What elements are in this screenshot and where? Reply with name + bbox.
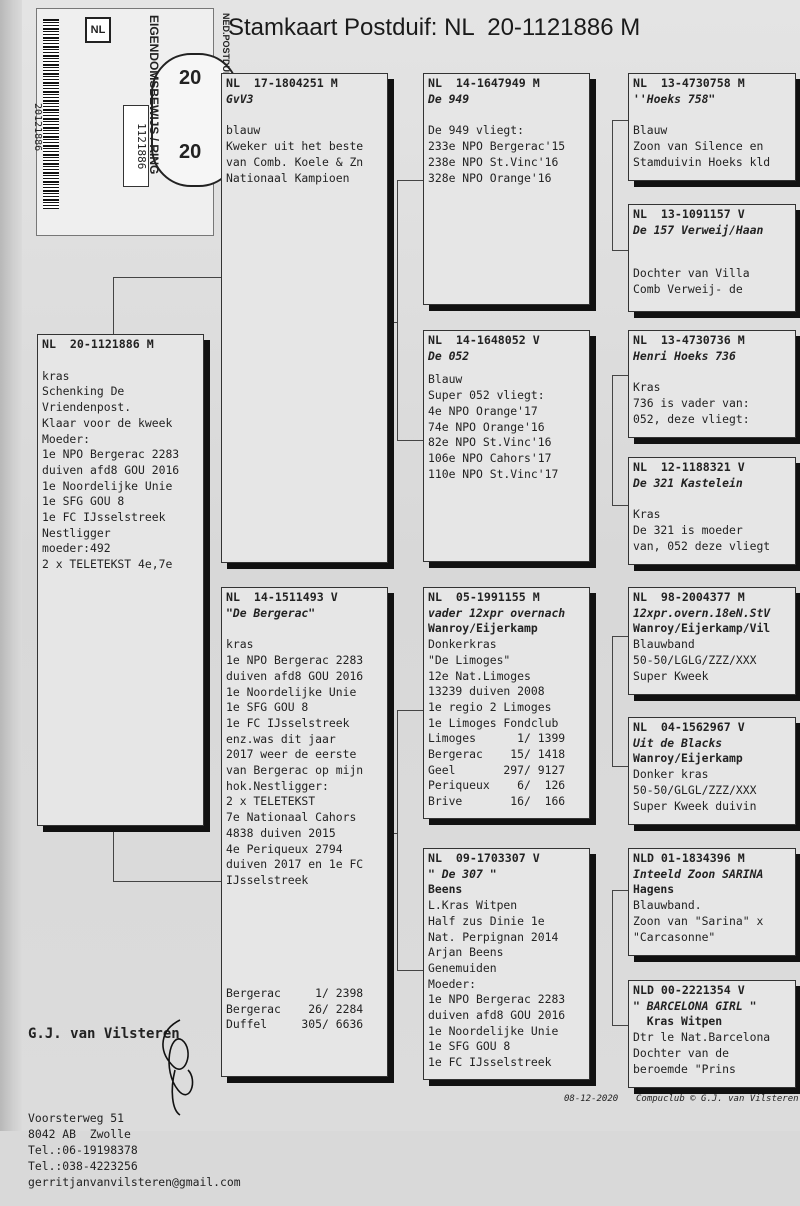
connector (612, 505, 628, 506)
pedigree-text-line (633, 250, 795, 266)
pedigree-text-line: IJsselstreek (226, 872, 309, 887)
connector (397, 970, 423, 971)
connector (612, 636, 613, 766)
connector (612, 120, 613, 250)
card-mf (423, 587, 590, 819)
card-header: NL 14-1511493 V (226, 590, 338, 604)
pedigree-text-line: "De Limoges" (428, 652, 511, 667)
pedigree-text-line: 4e NPO Orange'17 (428, 403, 538, 418)
pedigree-text-line: 1e NPO Bergerac 2283 (428, 992, 566, 1007)
pigeon-name: " De 307 " (428, 866, 497, 881)
pedigree-text-line: Kweker uit het beste (226, 139, 364, 154)
card-header: NL 09-1703307 V (428, 851, 540, 865)
pedigree-text-line: van Bergerac op mijn (226, 763, 364, 778)
pedigree-text-line: van, 052 deze vliegt (633, 538, 771, 553)
connector (612, 890, 613, 1025)
owner-contact-line: gerritjanvanvilsteren@gmail.com (28, 1175, 241, 1189)
pedigree-text-line: Geel 297/ 9127 (428, 762, 566, 777)
card-header: NL 14-1648052 V (428, 333, 540, 347)
pedigree-text-line: 2017 weer de eerste (226, 747, 357, 762)
race-result: Duffel 305/ 6636 (226, 1017, 364, 1032)
pigeon-name: Wanroy/Eijerkamp/Vil (633, 621, 771, 636)
pedigree-text-line: Stamduivin Hoeks kld (633, 154, 771, 169)
pedigree-text-line: 1e Limoges Fondclub (428, 715, 559, 730)
pigeon-name: Wanroy/Eijerkamp (633, 751, 743, 766)
ring-year-top: 20 (179, 67, 202, 89)
card-fmf (628, 330, 796, 438)
connector (113, 277, 221, 278)
connector (397, 180, 398, 440)
pedigree-text-line: Comb Verweij- de (633, 281, 743, 296)
pedigree-text-line: 82e NPO St.Vinc'16 (428, 435, 552, 450)
pedigree-text-line: 052, deze vliegt: (633, 411, 750, 426)
pedigree-text-line: De 321 is moeder (633, 522, 743, 537)
pedigree-text-line: 233e NPO Bergerac'15 (428, 139, 566, 154)
pedigree-text-line: Bergerac 15/ 1418 (428, 747, 566, 762)
pedigree-text-line (633, 491, 795, 507)
pedigree-text-line: 1e Noordelijke Unie (42, 478, 173, 493)
card-mff (628, 587, 796, 695)
pigeon-name: Hagens (633, 882, 675, 897)
pedigree-text-line: Moeder: (428, 976, 477, 991)
pedigree-text-line: moeder:492 (42, 541, 111, 556)
pedigree-text-line: "Carcasonne" (633, 929, 716, 944)
pedigree-text-line: hok.Nestligger: (226, 778, 329, 793)
footer-credit: Compuclub © G.J. van Vilsteren (636, 1094, 799, 1104)
connector (397, 710, 398, 970)
pedigree-text-line: Nestligger (42, 525, 111, 540)
connector (612, 120, 628, 121)
pedigree-text-line: Moeder: (42, 431, 91, 446)
pedigree-text-line: kras (226, 637, 254, 652)
pedigree-text-line: Vriendenpost. (42, 400, 132, 415)
connector (612, 375, 628, 376)
card-subject (37, 334, 204, 826)
pedigree-text-line: 13239 duiven 2008 (428, 684, 545, 699)
ring-certificate (32, 8, 214, 236)
pigeon-name: Wanroy/Eijerkamp (428, 621, 538, 636)
pedigree-text-line: blauw (226, 123, 261, 138)
pedigree-text-line: Nat. Perpignan 2014 (428, 929, 559, 944)
pedigree-text-line: 50-50/GLGL/ZZZ/XXX (633, 782, 757, 797)
connector (397, 180, 423, 181)
ring-country: NL (85, 17, 111, 43)
owner-contact-line: Tel.:06-19198378 (28, 1143, 138, 1157)
pigeon-name: ''Hoeks 758" (633, 91, 716, 106)
card-father (221, 73, 388, 563)
pedigree-text-line: 1e Noordelijke Unie (428, 1023, 559, 1038)
pedigree-text-line: Dtr le Nat.Barcelona (633, 1030, 771, 1045)
pedigree-text-line: 1e NPO Bergerac 2283 (42, 447, 180, 462)
pedigree-text-line: Kras (633, 507, 661, 522)
pedigree-text-line: duiven 2017 en 1e FC (226, 857, 364, 872)
pedigree-text-line: Arjan Beens (428, 945, 504, 960)
pedigree-text-line: 1e FC IJsselstreek (428, 1055, 552, 1070)
pigeon-name: Kras Witpen (633, 1014, 723, 1029)
pedigree-text-line: van Comb. Koele & Zn (226, 154, 364, 169)
connector (612, 890, 628, 891)
pedigree-text-line: Schenking De (42, 384, 125, 399)
pedigree-text-line: Blauwband. (633, 898, 702, 913)
pedigree-text-line: Super Kweek duivin (633, 798, 757, 813)
card-header: NL 20-1121886 M (42, 337, 154, 351)
page-title: Stamkaart Postduif: NL 20-1121886 M (228, 14, 641, 41)
pedigree-text-line: 2 x TELETEKST 4e,7e (42, 557, 173, 572)
pedigree-text-line: Donkerkras (428, 637, 497, 652)
card-header: NL 13-4730736 M (633, 333, 745, 347)
pedigree-text-line: Super Kweek (633, 668, 709, 683)
card-ffm (628, 204, 796, 312)
pedigree-text-line: Super 052 vliegt: (428, 388, 545, 403)
pigeon-name: 12xpr.overn.18eN.StV (633, 605, 771, 620)
card-fff (628, 73, 796, 181)
pigeon-name: vader 12xpr overnach (428, 605, 566, 620)
pedigree-text-line: 110e NPO St.Vinc'17 (428, 466, 559, 481)
pedigree-text-line: 1e regio 2 Limoges (428, 699, 552, 714)
ring-main-text: EIGENDOMSBEWIJS / RING (147, 15, 161, 175)
connector (612, 1025, 628, 1026)
pedigree-text-line: duiven afd8 GOU 2016 (226, 668, 364, 683)
card-mmf (628, 848, 796, 956)
footer-date: 08-12-2020 (564, 1094, 619, 1104)
connector (113, 826, 114, 882)
pedigree-text-line: Limoges 1/ 1399 (428, 731, 566, 746)
pedigree-text-line: 1e SFG GOU 8 (42, 494, 125, 509)
owner-name: G.J. van Vilsteren (28, 1026, 180, 1042)
pedigree-text-line: enz.was dit jaar (226, 731, 336, 746)
card-ff (423, 73, 590, 305)
card-mmm (628, 980, 796, 1088)
pigeon-name: Henri Hoeks 736 (633, 348, 736, 363)
pedigree-text-line: 238e NPO St.Vinc'16 (428, 154, 559, 169)
card-header: NL 17-1804251 M (226, 76, 338, 90)
connector (612, 375, 613, 505)
pedigree-text-line: 4838 duiven 2015 (226, 825, 336, 840)
pigeon-name: Beens (428, 882, 463, 897)
pedigree-text-line: 1e SFG GOU 8 (226, 700, 309, 715)
connector (113, 881, 221, 882)
connector (612, 250, 628, 251)
pedigree-text-line: Zoon van "Sarina" x (633, 913, 764, 928)
signature (150, 1010, 210, 1120)
pedigree-text-line: 74e NPO Orange'16 (428, 419, 545, 434)
pigeon-name: " BARCELONA GIRL " (633, 998, 757, 1013)
barcode (43, 19, 59, 209)
barcode-number: 20121886 (32, 103, 43, 152)
pigeon-name: De 052 (428, 348, 470, 363)
card-header: NL 12-1188321 V (633, 460, 745, 474)
pedigree-text-line: Nationaal Kampioen (226, 170, 350, 185)
ring-year-bottom: 20 (179, 141, 202, 163)
card-header: NL 05-1991155 M (428, 590, 540, 604)
pigeon-name: "De Bergerac" (226, 605, 316, 620)
card-mother (221, 587, 388, 1077)
pedigree-text-line: Donker kras (633, 767, 709, 782)
page-edge (0, 0, 22, 1131)
connector (612, 766, 628, 767)
pedigree-text-line: Klaar voor de kweek (42, 415, 173, 430)
owner-contact-line: Tel.:038-4223256 (28, 1159, 138, 1173)
pedigree-text-line: Genemuiden (428, 960, 497, 975)
pedigree-text-line: duiven afd8 GOU 2016 (428, 1008, 566, 1023)
pigeon-name: Inteeld Zoon SARINA (633, 866, 764, 881)
pedigree-text-line: 12e Nat.Limoges (428, 668, 531, 683)
card-mfm (628, 717, 796, 825)
pedigree-text-line: 736 is vader van: (633, 395, 750, 410)
race-result: Bergerac 1/ 2398 (226, 986, 364, 1000)
card-header: NLD 00-2221354 V (633, 983, 745, 997)
pedigree-text-line: 1e NPO Bergerac 2283 (226, 653, 364, 668)
pedigree-text-line: Brive 16/ 166 (428, 794, 566, 809)
pedigree-text-line: Blauw (633, 123, 668, 138)
pedigree-text-line: 1e SFG GOU 8 (428, 1039, 511, 1054)
pedigree-text-line: L.Kras Witpen (428, 898, 518, 913)
pedigree-text-line: Blauwband (633, 637, 695, 652)
pedigree-text-line: kras (42, 368, 70, 383)
pedigree-text-line: 1e Noordelijke Unie (226, 684, 357, 699)
pigeon-name: De 157 Verweij/Haan (633, 222, 764, 237)
connector (113, 277, 114, 335)
card-header: NL 13-1091157 V (633, 207, 745, 221)
ring-number: 1121886 (123, 105, 149, 187)
race-result: Bergerac 26/ 2284 (226, 1001, 364, 1016)
card-fm (423, 330, 590, 562)
card-header: NL 14-1647949 M (428, 76, 540, 90)
pigeon-name: De 949 (428, 91, 470, 106)
connector (397, 440, 423, 441)
card-mm (423, 848, 590, 1080)
pedigree-text-line: Half zus Dinie 1e (428, 913, 545, 928)
pedigree-text-line (633, 364, 795, 380)
pedigree-text-line: Periqueux 6/ 126 (428, 778, 566, 793)
pigeon-name: De 321 Kastelein (633, 475, 743, 490)
card-header: NL 13-4730758 M (633, 76, 745, 90)
card-header: NL 98-2004377 M (633, 590, 745, 604)
pedigree-text-line: 4e Periqueux 2794 (226, 841, 343, 856)
pedigree-text-line: 7e Nationaal Cahors (226, 810, 357, 825)
connector (612, 636, 628, 637)
pedigree-text-line: De 949 vliegt: (428, 123, 525, 138)
pedigree-text-line: Blauw (428, 372, 463, 387)
owner-contact-line: Voorsterweg 51 (28, 1111, 125, 1125)
card-fmm (628, 457, 796, 565)
pedigree-text-line: 328e NPO Orange'16 (428, 170, 552, 185)
card-header: NLD 01-1834396 M (633, 851, 745, 865)
owner-contact-line: 8042 AB Zwolle (28, 1127, 131, 1141)
pedigree-text-line: 1e FC IJsselstreek (42, 510, 166, 525)
pedigree-text-line: Kras (633, 380, 661, 395)
connector (397, 710, 423, 711)
pedigree-text-line: Dochter van de (633, 1045, 730, 1060)
pedigree-text-line: 106e NPO Cahors'17 (428, 450, 552, 465)
pedigree-text-line: 1e FC IJsselstreek (226, 715, 350, 730)
pedigree-text-line: 50-50/LGLG/ZZZ/XXX (633, 652, 757, 667)
pedigree-text-line: 2 x TELETEKST (226, 794, 316, 809)
pigeon-name: Uit de Blacks (633, 735, 723, 750)
pigeon-name: GvV3 (226, 91, 254, 106)
card-header: NL 04-1562967 V (633, 720, 745, 734)
pedigree-text-line: beroemde "Prins (633, 1061, 736, 1076)
pedigree-text-line: Dochter van Villa (633, 266, 750, 281)
pedigree-text-line: Zoon van Silence en (633, 139, 764, 154)
pedigree-text-line: duiven afd8 GOU 2016 (42, 462, 180, 477)
